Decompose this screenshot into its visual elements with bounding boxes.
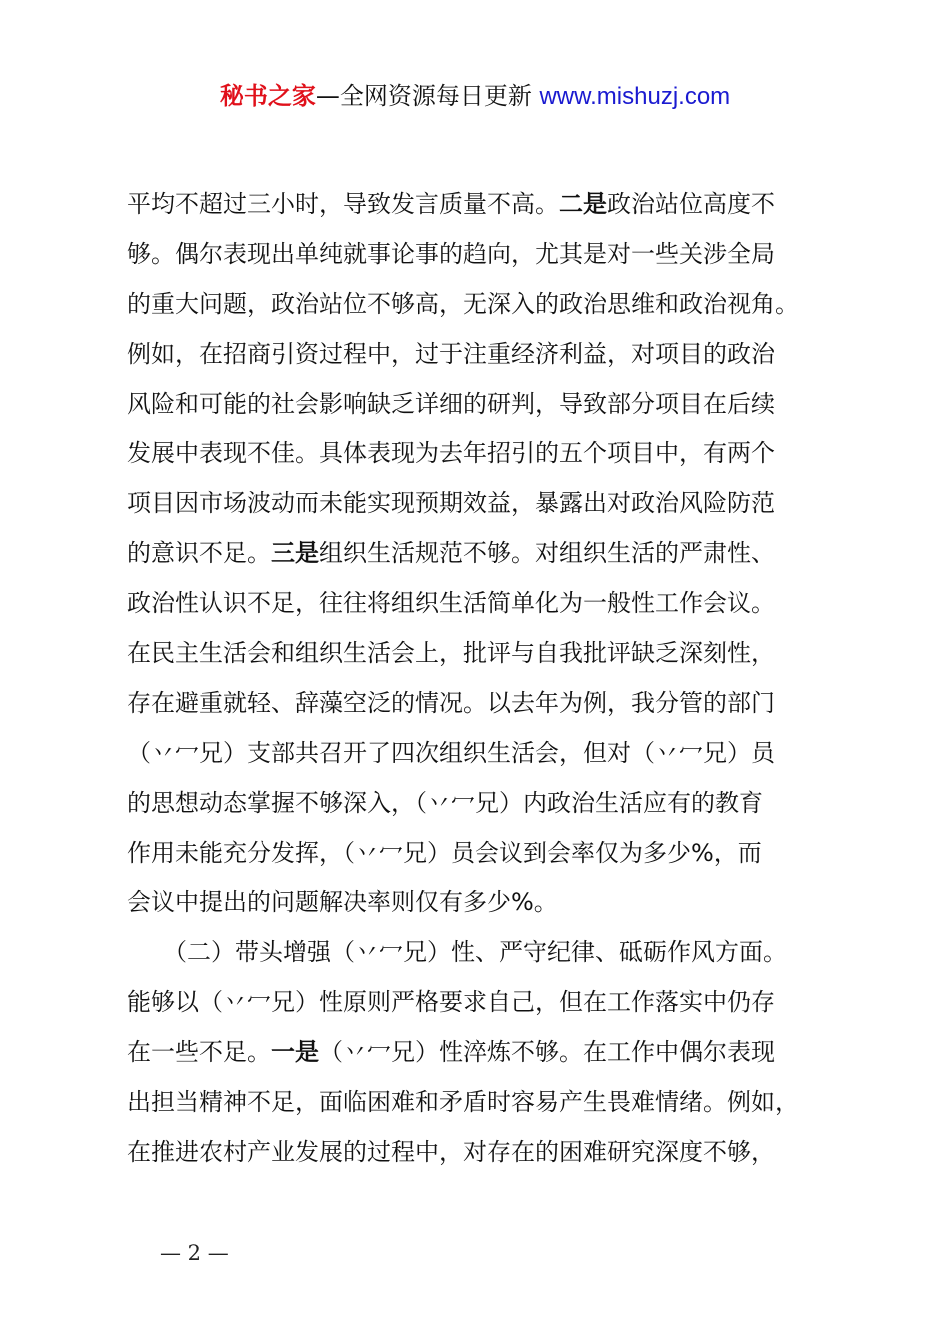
text-line (127, 579, 833, 629)
text-segment: 发展中表现不佳。具体表现为去年招引的五个项目中，有两个 (127, 439, 775, 468)
text-segment: （丷冖兄）性淬炼不够。在工作中偶尔表现 (319, 1038, 775, 1067)
text-line (127, 479, 833, 529)
text-line (127, 1028, 833, 1078)
text-line (127, 928, 833, 978)
text-segment: 例如，在招商引资过程中，过于注重经济利益，对项目的政治 (127, 339, 775, 368)
text-line (127, 629, 833, 679)
text-segment: 平均不超过三小时，导致发言质量不高。 (127, 190, 559, 218)
text-segment: 在民主生活会和组织生活会上，批评与自我批评缺乏深刻性， (127, 639, 775, 668)
text-segment: 项目因市场波动而未能实现预期效益，暴露出对政治风险防范 (127, 489, 775, 518)
text-segment: （二）带头增强（丷冖兄）性、严守纪律、砥砺作风方面。 (127, 938, 787, 967)
text-segment: 能够以（丷冖兄）性原则严格要求自己，但在工作落实中仍存 (127, 988, 775, 1017)
bold-ordinal-marker: 三是 (271, 539, 319, 568)
text-line (127, 380, 833, 430)
text-segment: 会议中提出的问题解决率则仅有多少%。 (127, 888, 558, 917)
page-number: — 2 — (160, 1241, 229, 1265)
text-line (127, 529, 833, 579)
text-segment: 作用未能充分发挥，（丷冖兄）员会议到会率仅为多少%，而 (127, 838, 762, 867)
text-segment: 的意识不足。 (127, 539, 271, 568)
text-segment: 存在避重就轻、辞藻空泛的情况。以去年为例，我分管的部门 (127, 688, 775, 717)
text-line (127, 429, 833, 479)
text-segment: 在一些不足。 (127, 1038, 271, 1067)
bold-ordinal-marker: 一是 (271, 1038, 319, 1067)
text-line (127, 1078, 833, 1128)
text-segment: 组织生活规范不够。对组织生活的严肃性、 (319, 539, 775, 568)
text-line (127, 330, 833, 380)
bold-ordinal-marker: 二是 (559, 190, 607, 218)
site-tagline: —全网资源每日更新 (315, 82, 540, 110)
text-line (127, 1128, 833, 1178)
site-url-link[interactable]: www.mishuzj.com (539, 83, 731, 110)
text-segment: 的思想动态掌握不够深入，（丷冖兄）内政治生活应有的教育 (127, 788, 763, 817)
text-line (127, 978, 833, 1028)
text-segment: 够。偶尔表现出单纯就事论事的趋向，尤其是对一些关涉全局 (127, 239, 775, 268)
text-segment: 政治性认识不足，往往将组织生活简单化为一般性工作会议。 (127, 589, 775, 618)
text-line (127, 280, 833, 330)
text-segment: 的重大问题，政治站位不够高，无深入的政治思维和政治视角。 (127, 289, 799, 318)
site-brand: 秘书之家 (219, 82, 316, 110)
text-line (127, 878, 833, 928)
text-line (127, 230, 833, 280)
document-body (127, 180, 833, 1178)
text-segment: 出担当精神不足，面临困难和矛盾时容易产生畏难情绪。例如， (127, 1088, 799, 1117)
text-line (127, 729, 833, 779)
text-line (127, 829, 833, 879)
text-line (127, 679, 833, 729)
site-header (0, 78, 950, 115)
text-segment: 政治站位高度不 (607, 190, 775, 218)
text-line (127, 180, 833, 230)
text-line (127, 779, 833, 829)
text-segment: 在推进农村产业发展的过程中，对存在的困难研究深度不够， (127, 1137, 775, 1166)
text-segment: （丷冖兄）支部共召开了四次组织生活会，但对（丷冖兄）员 (127, 738, 775, 767)
text-segment: 风险和可能的社会影响缺乏详细的研判，导致部分项目在后续 (127, 389, 775, 418)
